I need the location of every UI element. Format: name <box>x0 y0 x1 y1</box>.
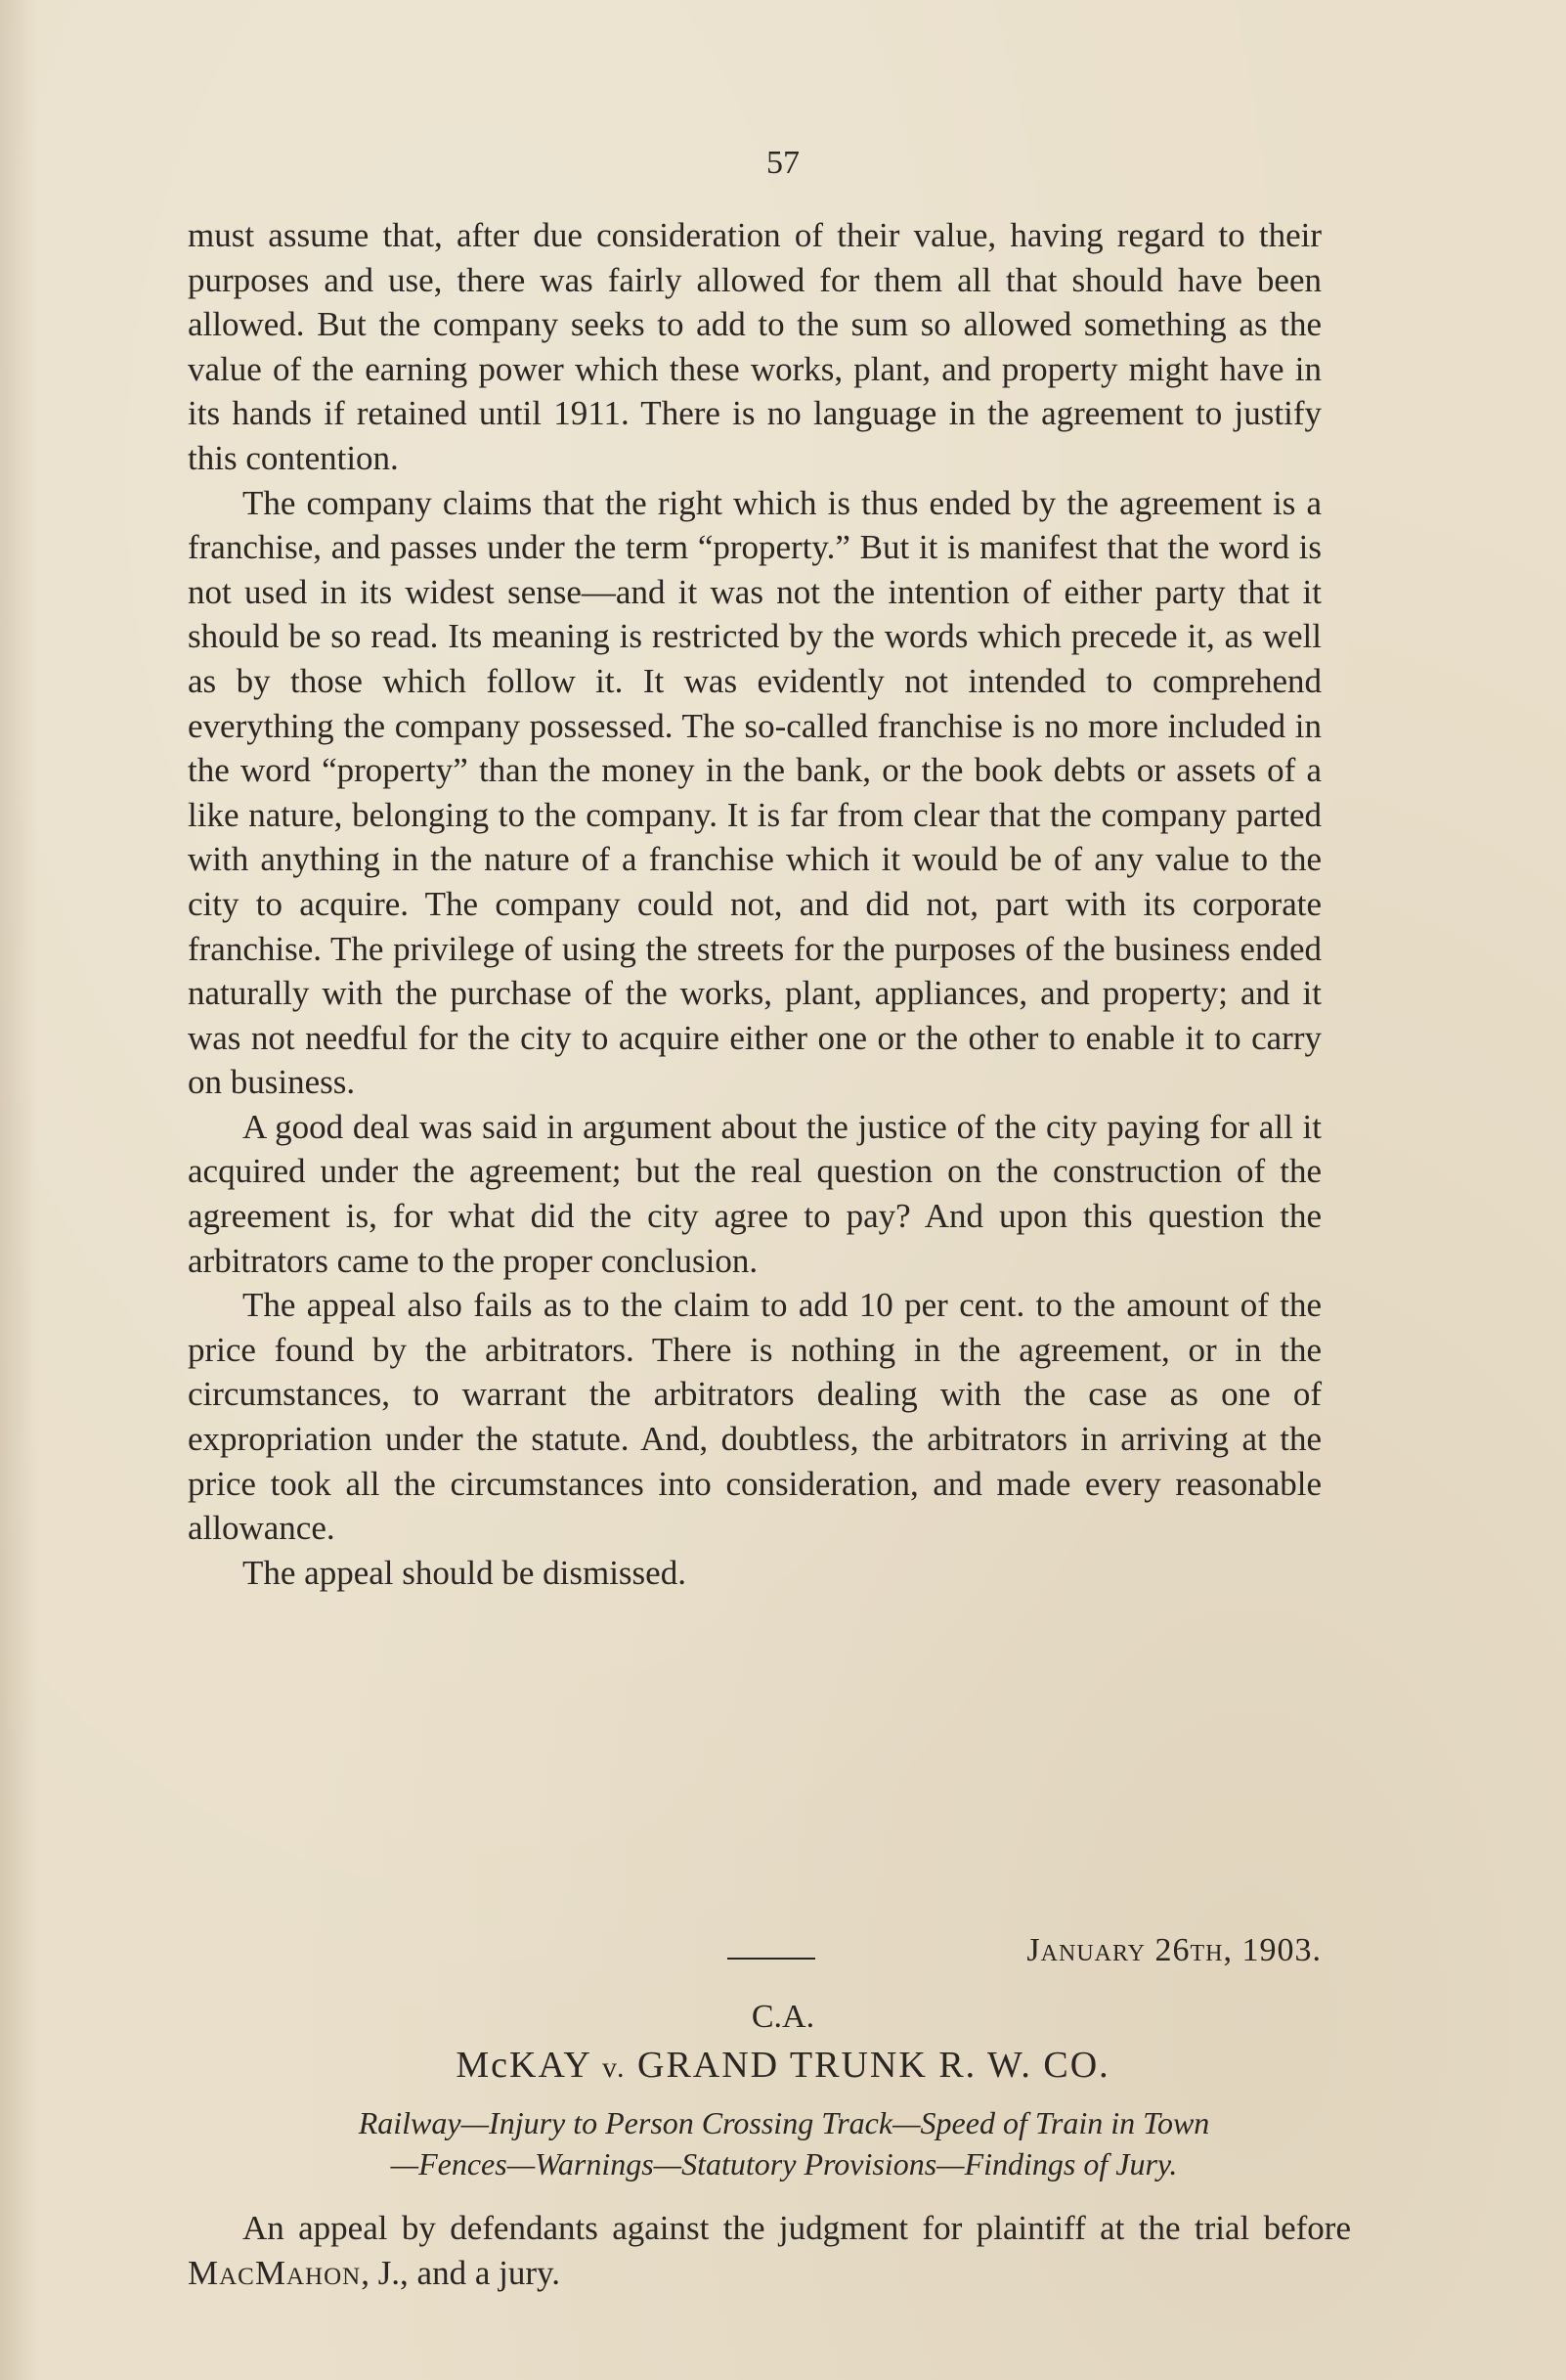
paragraph-dismissed: The appeal should be dismissed. <box>242 1553 686 1592</box>
paragraph-ten-per-cent: The appeal also fails as to the claim to add 10 per cent. to the amount of the price found by the arbitrators. There is nothing in the agreement, or in the circumstances, to warrant the arbitrators dealing with the case as one of expropriation under the statute. And, doubtless, the arbitrators in arriving at the price took all the circumstances into consideration, and made every reasonable allowance. <box>188 1286 1322 1548</box>
date-line <box>188 1932 1322 1979</box>
headnote <box>207 2102 1361 2184</box>
paragraph-continued: must assume that, after due consideration of their value, having regard to their purposes and use, there was fairly allowed for them all that should have been allowed. But the company seeks to add to the sum so allowed something as the value of the earning power which these works, plant, and property might have in its hands if retained until 1911. There is no language in the agreement to justify this contention. <box>188 216 1322 477</box>
separator-rule <box>727 1958 815 1960</box>
headnote-line-2: —Fences—Warnings—Statutory Provisions—Findings of Jury. <box>390 2146 1178 2182</box>
defendant-name: GRAND TRUNK R. W. CO. <box>637 2045 1110 2086</box>
appeal-text-end: , J., and a jury. <box>361 2253 560 2292</box>
case-title <box>0 2044 1566 2087</box>
paragraph-franchise: The company claims that the right which is thus ended by the agreement is a franchise, and passes under the term “property.” But it is manifest that the word is not used in its widest sense—and it was not the intention of either party that it should be so read. Its meaning is restricted by the words which precede it, as well as by those which follow it. It was evidently not intended to comprehend everything the company possessed. The so-called franchise is no more included in the word “property” than the money in the bank, or the book debts or assets of a like nature, belonging to the company. It is far from clear that the company parted with anything in the nature of a franchise which it would be of any value to the city to acquire. The company could not, and did not, part with its corporate franchise. The privilege of using the streets for the purposes of the business ended naturally with the purchase of the works, plant, appliances, and property; and it was not needful for the city to acquire either one or the other to enable it to carry on business. <box>188 483 1322 1102</box>
judgment-body <box>188 213 1322 1595</box>
appeal-text-start: An appeal by defendants against the judgment for plaintiff at the trial before <box>242 2209 1351 2247</box>
plaintiff-name: McKAY <box>456 2045 591 2086</box>
judge-name: MacMahon <box>188 2253 362 2292</box>
page-number: 57 <box>766 145 800 181</box>
judgment-date: January 26th, 1903. <box>1026 1932 1322 1968</box>
appeal-paragraph <box>188 2206 1351 2295</box>
headnote-line-1: Railway—Injury to Person Crossing Track—Speed of Train in Town <box>358 2105 1210 2140</box>
paragraph-justice: A good deal was said in argument about the justice of the city paying for all it acquired under the agreement; but the real question on the construction of the agreement is, for what did the city agree to pay? And upon this question the arbitrators came to the proper conclusion. <box>188 1107 1322 1280</box>
court-abbreviation: C.A. <box>751 1999 815 2035</box>
versus: v. <box>601 2051 627 2084</box>
